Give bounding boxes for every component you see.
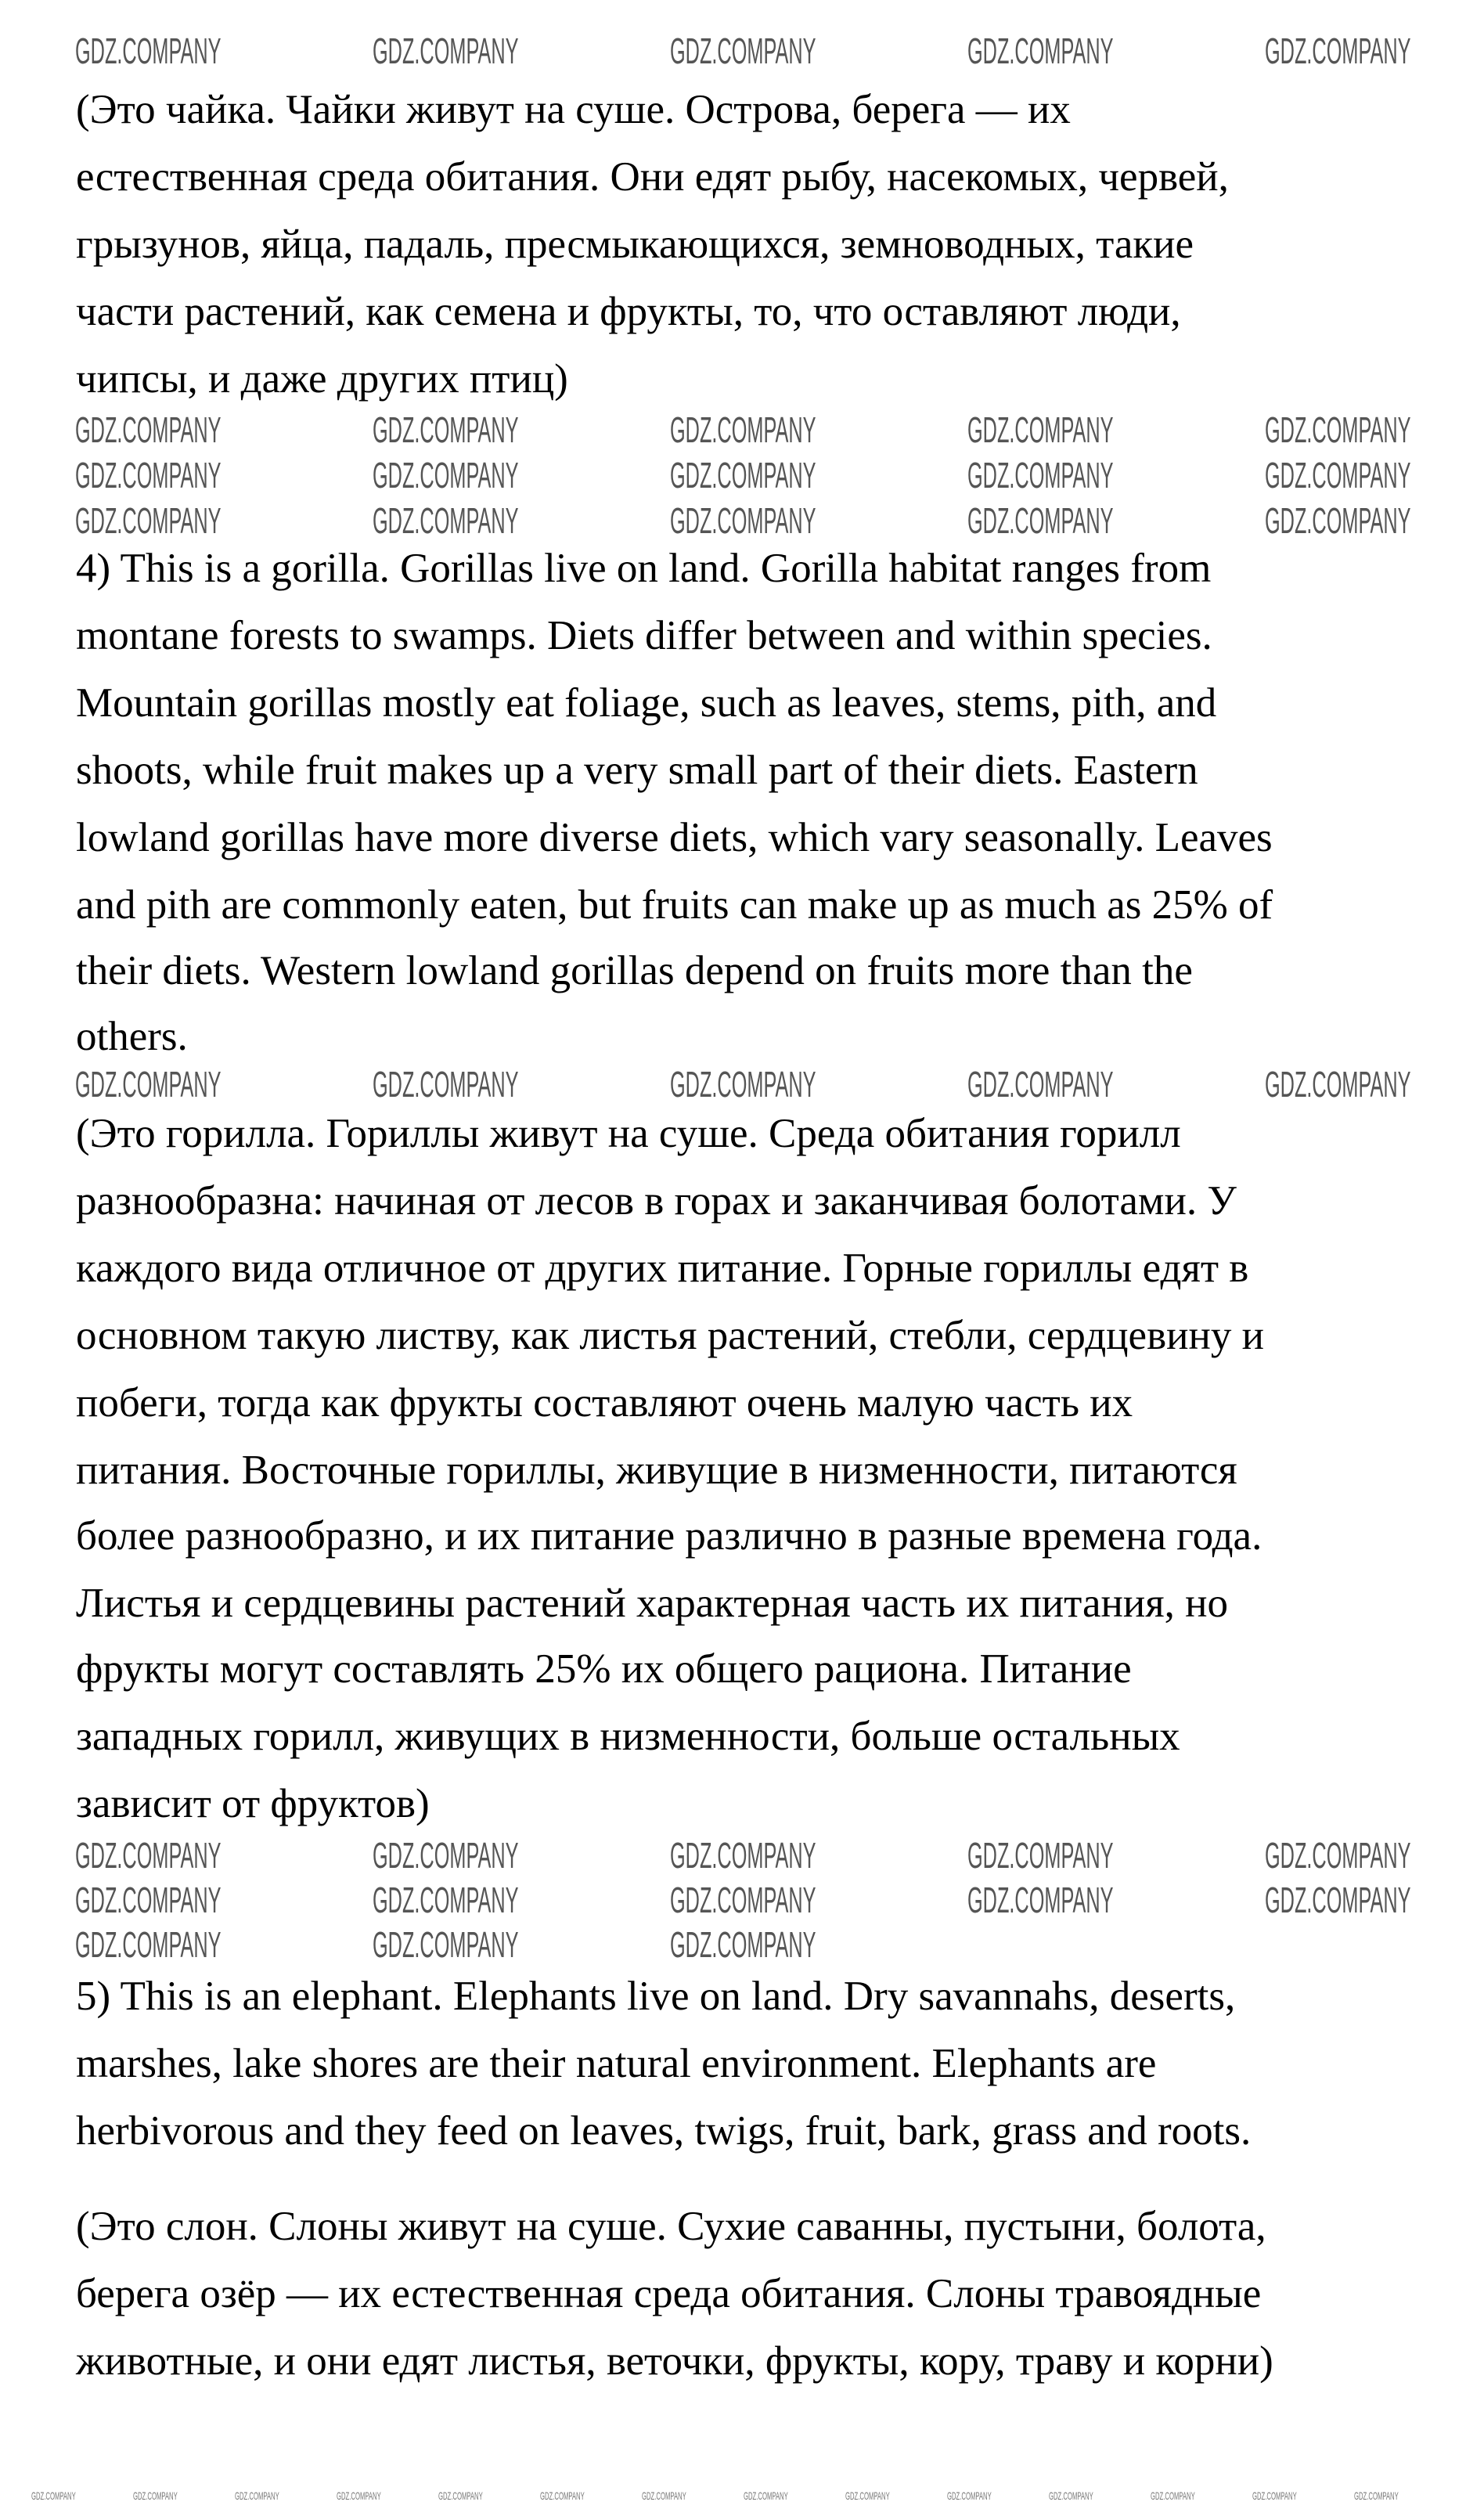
text-line: чипсы, и даже других птиц) [76, 356, 568, 402]
watermark: GDZ.COMPANY [75, 1064, 222, 1105]
watermark: GDZ.COMPANY [1265, 500, 1411, 541]
text-line: грызунов, яйца, падаль, пресмыкающихся, земноводных, такие [76, 222, 1194, 267]
watermark: GDZ.COMPANY [1354, 2489, 1399, 2502]
watermark: GDZ.COMPANY [235, 2489, 279, 2502]
watermark: GDZ.COMPANY [1252, 2489, 1297, 2502]
watermark: GDZ.COMPANY [947, 2489, 992, 2502]
text-line: разнообразна: начиная от лесов в горах и заканчивая болотами. У [76, 1178, 1237, 1224]
text-line: (Это слон. Слоны живут на суше. Сухие саванны, пустыни, болота, [76, 2204, 1266, 2249]
watermark: GDZ.COMPANY [642, 2489, 686, 2502]
watermark: GDZ.COMPANY [1265, 409, 1411, 450]
watermark: GDZ.COMPANY [75, 409, 222, 450]
text-line: montane forests to swamps. Diets differ between and within species. [76, 613, 1212, 658]
watermark: GDZ.COMPANY [670, 1835, 816, 1876]
text-line: 5) This is an elephant. Elephants live on land. Dry savannahs, deserts, [76, 1974, 1236, 2019]
text-line: зависит от фруктов) [76, 1781, 430, 1826]
watermark: GDZ.COMPANY [845, 2489, 890, 2502]
text-line: shoots, while fruit makes up a very small part of their diets. Eastern [76, 748, 1198, 793]
text-line: более разнообразно, и их питание различно в разные времена года. [76, 1513, 1262, 1559]
text-line: естественная среда обитания. Они едят рыбу, насекомых, червей, [76, 154, 1229, 200]
text-line: their diets. Western lowland gorillas depend on fruits more than the [76, 948, 1193, 993]
watermark: GDZ.COMPANY [373, 31, 519, 71]
watermark: GDZ.COMPANY [967, 500, 1114, 541]
watermark: GDZ.COMPANY [373, 409, 519, 450]
text-line: others. [76, 1014, 188, 1059]
text-line: западных горилл, живущих в низменности, больше остальных [76, 1714, 1180, 1759]
text-line: lowland gorillas have more diverse diets, which vary seasonally. Leaves [76, 815, 1273, 860]
text-line: части растений, как семена и фрукты, то, что оставляют люди, [76, 289, 1181, 334]
watermark: GDZ.COMPANY [670, 500, 816, 541]
watermark: GDZ.COMPANY [1049, 2489, 1093, 2502]
text-line: herbivorous and they feed on leaves, twigs, fruit, bark, grass and roots. [76, 2108, 1252, 2154]
watermark: GDZ.COMPANY [670, 1880, 816, 1920]
watermark: GDZ.COMPANY [438, 2489, 483, 2502]
text-line: побеги, тогда как фрукты составляют очень малую часть их [76, 1380, 1133, 1426]
watermark: GDZ.COMPANY [373, 1064, 519, 1105]
text-line: каждого вида отличное от других питание. Горные гориллы едят в [76, 1245, 1249, 1291]
watermark: GDZ.COMPANY [373, 500, 519, 541]
text-line: основном такую листву, как листья растений, стебли, сердцевину и [76, 1313, 1264, 1358]
text-line: Mountain gorillas mostly eat foliage, such as leaves, stems, pith, and [76, 680, 1217, 726]
watermark: GDZ.COMPANY [967, 455, 1114, 496]
text-line: (Это чайка. Чайки живут на суше. Острова, берега — их [76, 87, 1071, 132]
watermark: GDZ.COMPANY [1265, 31, 1411, 71]
watermark: GDZ.COMPANY [967, 31, 1114, 71]
watermark: GDZ.COMPANY [540, 2489, 585, 2502]
text-line: Листья и сердцевины растений характерная часть их питания, но [76, 1581, 1228, 1626]
watermark: GDZ.COMPANY [1151, 2489, 1195, 2502]
watermark: GDZ.COMPANY [373, 1835, 519, 1876]
text-line: and pith are commonly eaten, but fruits can make up as much as 25% of [76, 882, 1273, 928]
watermark: GDZ.COMPANY [670, 1064, 816, 1105]
watermark: GDZ.COMPANY [373, 455, 519, 496]
watermark: GDZ.COMPANY [967, 1064, 1114, 1105]
watermark: GDZ.COMPANY [75, 455, 222, 496]
text-line: животные, и они едят листья, веточки, фрукты, кору, траву и корни) [76, 2338, 1273, 2384]
watermark: GDZ.COMPANY [1265, 1064, 1411, 1105]
watermark: GDZ.COMPANY [75, 1880, 222, 1920]
watermark: GDZ.COMPANY [1265, 455, 1411, 496]
watermark: GDZ.COMPANY [967, 1835, 1114, 1876]
watermark: GDZ.COMPANY [75, 500, 222, 541]
watermark: GDZ.COMPANY [337, 2489, 381, 2502]
watermark: GDZ.COMPANY [670, 1924, 816, 1965]
watermark: GDZ.COMPANY [670, 409, 816, 450]
text-line: берега озёр — их естественная среда обитания. Слоны травоядные [76, 2271, 1262, 2316]
text-line: питания. Восточные гориллы, живущие в низменности, питаются [76, 1447, 1237, 1493]
text-line: фрукты могут составлять 25% их общего рациона. Питание [76, 1646, 1132, 1692]
watermark: GDZ.COMPANY [670, 455, 816, 496]
text-line: marshes, lake shores are their natural environment. Elephants are [76, 2041, 1157, 2086]
text-line: (Это горилла. Гориллы живут на суше. Среда обитания горилл [76, 1111, 1181, 1156]
watermark: GDZ.COMPANY [133, 2489, 178, 2502]
watermark: GDZ.COMPANY [31, 2489, 76, 2502]
watermark: GDZ.COMPANY [744, 2489, 788, 2502]
watermark: GDZ.COMPANY [670, 31, 816, 71]
watermark: GDZ.COMPANY [373, 1924, 519, 1965]
watermark: GDZ.COMPANY [967, 1880, 1114, 1920]
watermark: GDZ.COMPANY [1265, 1835, 1411, 1876]
watermark: GDZ.COMPANY [967, 409, 1114, 450]
watermark: GDZ.COMPANY [75, 1835, 222, 1876]
watermark: GDZ.COMPANY [75, 31, 222, 71]
text-line: 4) This is a gorilla. Gorillas live on land. Gorilla habitat ranges from [76, 546, 1212, 591]
watermark: GDZ.COMPANY [1265, 1880, 1411, 1920]
watermark: GDZ.COMPANY [75, 1924, 222, 1965]
watermark: GDZ.COMPANY [373, 1880, 519, 1920]
